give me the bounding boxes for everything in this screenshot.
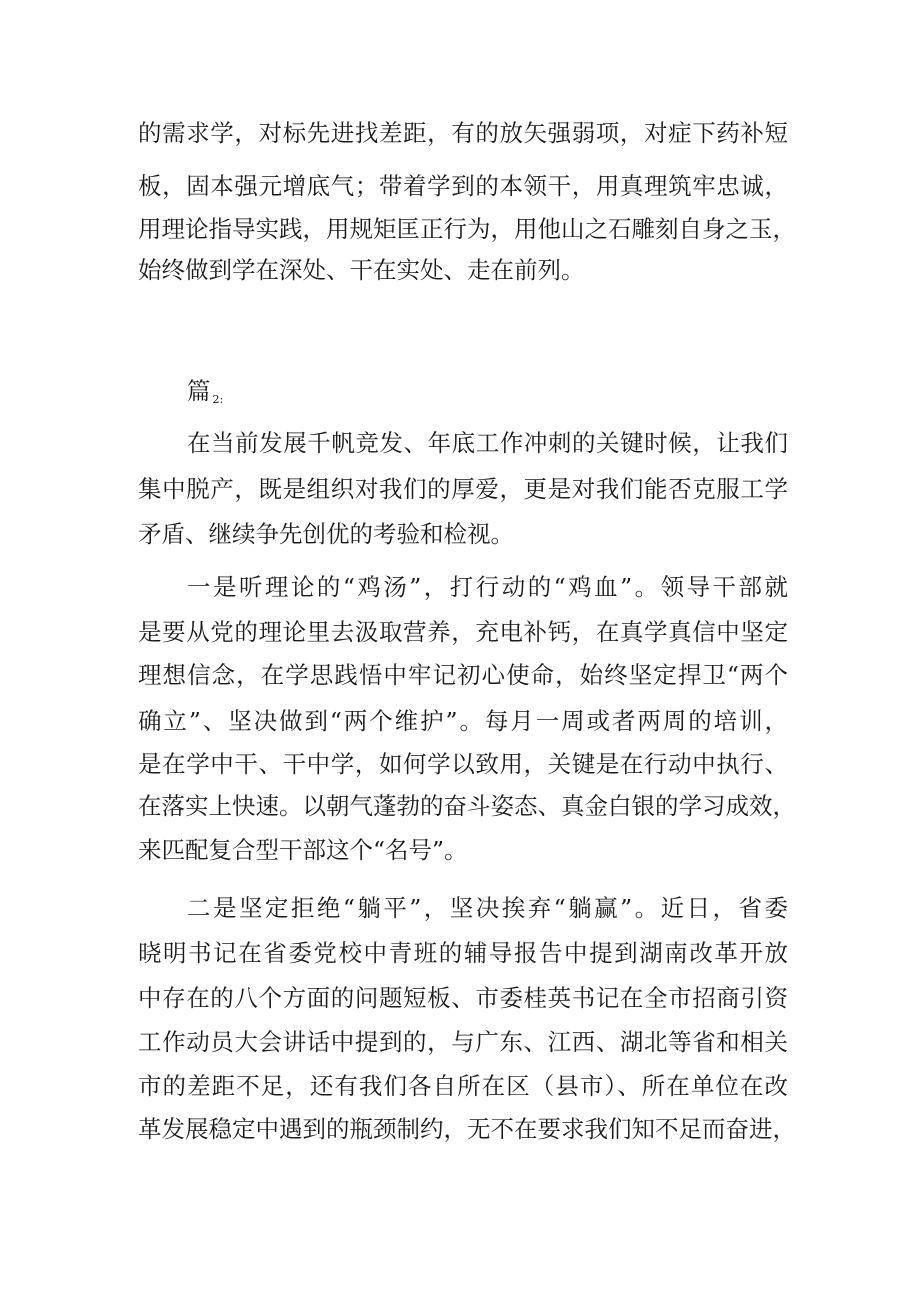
paragraph1-line-2: 集中脱产，既是组织对我们的厚爱，更是对我们能否克服工学 xyxy=(138,475,788,503)
intro-line-1: 的需求学，对标先进找差距，有的放矢强弱项，对症下药补短 xyxy=(138,119,788,147)
section-heading-number: 2: xyxy=(212,393,224,406)
paragraph1-line-3: 矛盾、继续争先创优的考验和检视。 xyxy=(138,520,514,548)
section-heading xyxy=(187,372,223,410)
paragraph3-line-4: 工作动员大会讲话中提到的，与广东、江西、湖北等省和相关 xyxy=(138,1028,788,1056)
section-heading-label: 篇 xyxy=(187,377,211,405)
intro-line-4: 始终做到学在深处、干在实处、走在前列。 xyxy=(138,256,585,284)
paragraph2-line-4: 确立”、坚决做到“两个维护”。每月一周或者两周的培训， xyxy=(138,707,788,735)
paragraph2-line-3: 理想信念，在学思践悟中牢记初心使命，始终坚定捍卫“两个 xyxy=(138,661,788,689)
paragraph3-line-2: 晓明书记在省委党校中青班的辅导报告中提到湖南改革开放 xyxy=(138,939,788,967)
intro-line-2: 板，固本强元增底气；带着学到的本领干，用真理筑牢忠诚， xyxy=(138,172,788,200)
paragraph3-line-3: 中存在的八个方面的问题短板、市委桂英书记在全市招商引资 xyxy=(138,984,788,1012)
paragraph2-line-6: 在落实上快速。以朝气蓬勃的奋斗姿态、真金白银的学习成效， xyxy=(138,792,796,820)
paragraph3-line-5: 市的差距不足，还有我们各自所在区（县市）、所在单位在改 xyxy=(138,1072,788,1100)
paragraph2-line-7: 来匹配复合型干部这个“名号”。 xyxy=(138,836,468,864)
paragraph2-line-2: 是要从党的理论里去汲取营养，充电补钙，在真学真信中坚定 xyxy=(138,618,788,646)
paragraph1-line-1: 在当前发展千帆竞发、年底工作冲刺的关键时候，让我们 xyxy=(187,429,788,457)
paragraph3-line-1: 二是坚定拒绝“躺平”，坚决挨弃“躺赢”。近日，省委 xyxy=(187,894,788,922)
paragraph2-line-5: 是在学中干、干中学，如何学以致用，关键是在行动中执行、 xyxy=(138,750,788,778)
paragraph3-line-6: 革发展稳定中遇到的瓶颈制约，无不在要求我们知不足而奋进， xyxy=(138,1115,796,1143)
intro-line-3: 用理论指导实践，用规矩匡正行为，用他山之石雕刻自身之玉， xyxy=(138,215,796,243)
paragraph2-line-1: 一是听理论的“鸡汤”，打行动的“鸡血”。领导干部就 xyxy=(187,573,788,601)
